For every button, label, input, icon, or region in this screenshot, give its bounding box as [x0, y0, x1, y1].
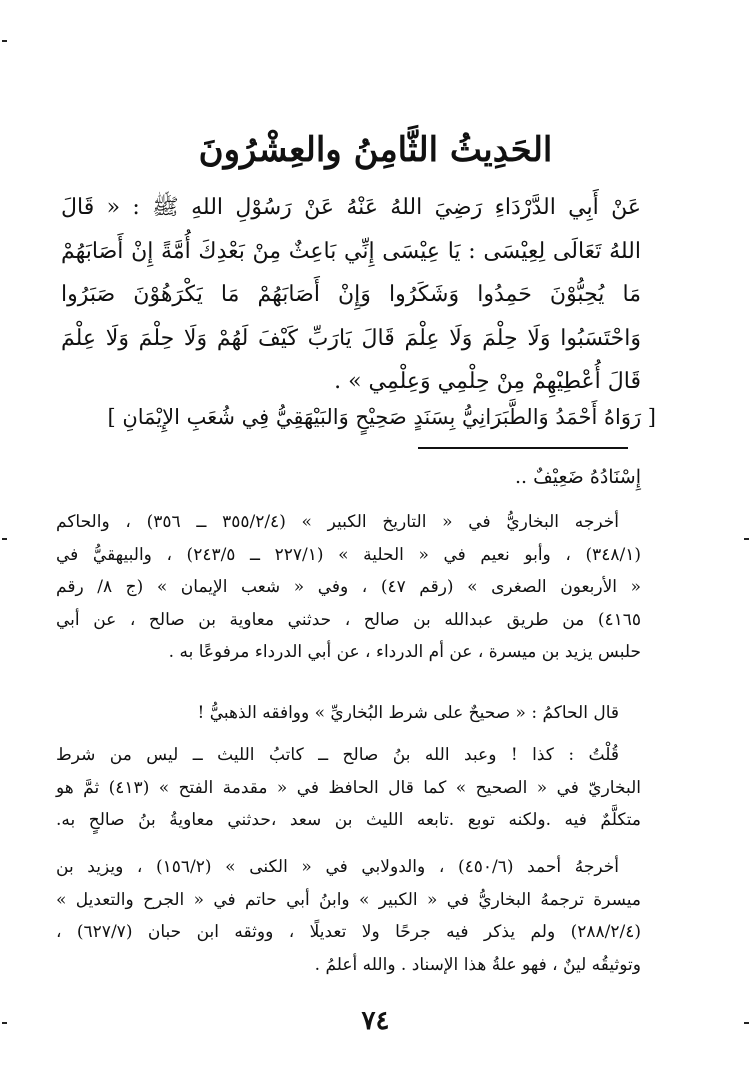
commentary-line: متكلَّمٌ فيه .ولكنه توبع .تابعه الليث بن سعد ،حدثني معاويةُ بنُ صالحٍ به.	[56, 810, 641, 830]
commentary-line: قُلْتُ : كذا ! وعبد الله بنُ صالح ــ كاتبُ الليث ــ ليس من شرط	[56, 745, 619, 765]
commentary-line: ميسرة ترجمهُ البخاريُّ في « الكبير » وابنُ أبي حاتم في « الجرح والتعديل »	[56, 889, 641, 910]
commentary-line: أخرجهُ أحمد (٤٥٠/٦) ، والدولابي في « الكنى » (١٥٦/٢) ، ويزيد بن	[56, 857, 619, 877]
footnote-divider	[418, 447, 628, 449]
chain-grading: إِسْنَادُهُ ضَعِيْفٌ ..	[515, 466, 641, 488]
commentary-paragraph	[56, 739, 641, 837]
commentary-line: (٣٤٨/١) ، وأبو نعيم في « الحلية » (٢٢٧/١ ــ ٢٤٣/٥) ، والبيهقيُّ في	[56, 544, 641, 565]
commentary-line: قال الحاكمُ : « صحيحٌ على شرط البُخاريِّ » ووافقه الذهبيُّ !	[197, 703, 619, 723]
commentary-paragraph	[56, 506, 641, 669]
hadith-title: الحَدِيثُ الثَّامِنُ والعِشْرُونَ	[198, 130, 553, 170]
scan-edge-mark	[744, 1022, 749, 1024]
commentary-line: البخاريّ في « الصحيح » كما قال الحافظ في « مقدمة الفتح » (٤١٣) ثمَّ هو	[56, 777, 641, 798]
commentary-line: أخرجه البخاريُّ في « التاريخ الكبير » (٣٥٥/٢/٤ ــ ٣٥٦) ، والحاكم	[56, 512, 619, 532]
commentary-line: حلبس يزيد بن ميسرة ، عن أم الدرداء ، عن أبي الدرداء مرفوعًا به .	[168, 642, 641, 662]
hadith-line: عَنْ أَبِي الدَّرْدَاءِ رَضِيَ اللهُ عَنْهُ عَنْ رَسُوْلِ اللهِ ﷺ : « قَالَ	[61, 195, 641, 220]
commentary-line: ٤١٦٥) من طريق عبدالله بن صالح ، حدثني معاوية بن صالح ، عن أبي	[56, 609, 641, 630]
scan-edge-mark	[2, 538, 7, 540]
scan-edge-mark	[2, 1022, 7, 1024]
commentary-line: (٢٨٨/٢/٤) ولم يذكر فيه جرحًا ولا تعديلًا ، ووثقه ابن حبان (٦٢٧/٧) ،	[56, 922, 641, 942]
page-number: ٧٤	[361, 1006, 390, 1036]
hadith-line: وَاحْتَسَبُوا وَلَا حِلْمَ وَلَا عِلْمَ قَالَ يَارَبِّ كَيْفَ لَهُمْ وَلَا حِلْمَ وَلَا عِلْمَ	[61, 325, 641, 351]
commentary-line: « الأربعون الصغرى » (رقم ٤٧) ، وفي « شعب الإيمان » (ج ٨/ رقم	[56, 577, 642, 597]
hadith-text	[61, 186, 641, 404]
commentary-paragraph	[56, 851, 641, 981]
commentary-line: وتوثيقُه لينٌ ، فهو علةُ هذا الإسناد . والله أعلمُ .	[314, 954, 641, 975]
hadith-line: قَالَ أُعْطِيْهِمْ مِنْ حِلْمِي وَعِلْمِي » .	[334, 369, 641, 394]
hadith-line: مَا يُحِبُّوْنَ حَمِدُوا وَشَكَرُوا وَإِنْ أَصَابَهُمْ مَا يَكْرَهُوْنَ صَبَرُوا	[61, 282, 641, 307]
hadith-source: [ رَوَاهُ أَحْمَدُ وَالطَّبَرَانِيُّ بِسَنَدٍ صَحِيْحٍ وَالبَيْهَقِيُّ فِي شُعَبِ الإِيْمَانِ ]	[107, 405, 656, 429]
hadith-line: اللهُ تَعَالَى لِعِيْسَى : يَا عِيْسَى إِنِّي بَاعِثٌ مِنْ بَعْدِكَ أُمَّةً إِنْ أَصَابَهُمْ	[61, 238, 641, 264]
scan-edge-mark	[2, 40, 7, 42]
commentary-paragraph	[56, 697, 641, 730]
scan-edge-mark	[744, 538, 749, 540]
